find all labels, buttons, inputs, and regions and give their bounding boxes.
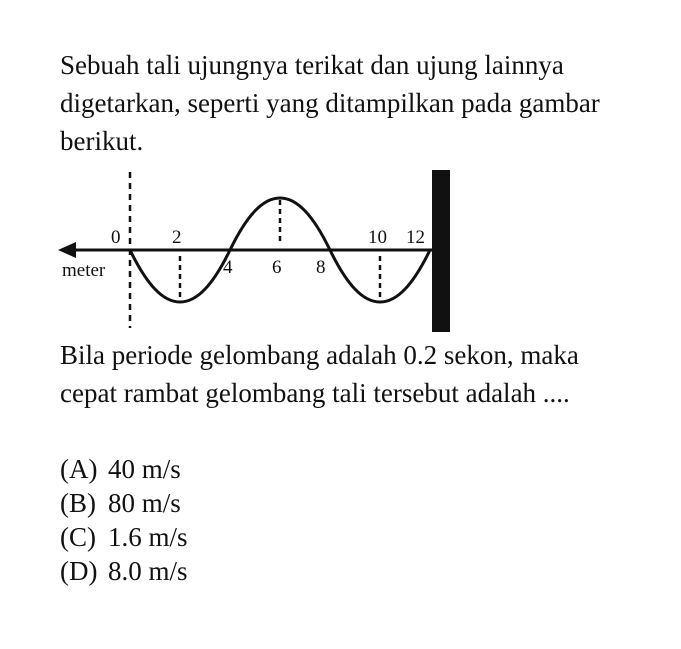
option-d-letter: (D) <box>60 556 98 586</box>
tick-label-0: 0 <box>111 227 121 248</box>
tick-label-10: 10 <box>368 227 387 248</box>
option-a-letter: (A) <box>60 454 98 484</box>
tick-label-4: 4 <box>223 257 233 278</box>
option-a[interactable] <box>60 452 188 486</box>
option-c-text: 1.6 m/s <box>108 522 188 552</box>
question-intro: Sebuah tali ujungnya terikat dan ujung lainnya digetarkan, seperti yang ditampilkan pada gambar berikut. <box>60 50 600 156</box>
tick-label-8: 8 <box>316 257 326 278</box>
question-prompt: Bila periode gelombang adalah 0.2 sekon, maka cepat rambat gelombang tali tersebut adalah .... <box>60 340 579 408</box>
axis-unit-label: meter <box>62 260 106 281</box>
tick-label-6: 6 <box>272 257 282 278</box>
option-d-text: 8.0 m/s <box>108 556 188 586</box>
option-b[interactable] <box>60 486 188 520</box>
answer-options <box>60 452 188 588</box>
wave-figure <box>50 160 470 340</box>
option-c-letter: (C) <box>60 522 96 552</box>
option-c[interactable] <box>60 520 188 554</box>
option-d[interactable] <box>60 554 188 588</box>
axis-arrow-icon <box>58 242 76 258</box>
option-b-text: 80 m/s <box>108 488 181 518</box>
option-a-text: 40 m/s <box>108 454 181 484</box>
fixed-wall <box>432 170 450 332</box>
option-b-letter: (B) <box>60 488 96 518</box>
tick-label-2: 2 <box>172 227 182 248</box>
tick-label-12: 12 <box>406 227 425 248</box>
